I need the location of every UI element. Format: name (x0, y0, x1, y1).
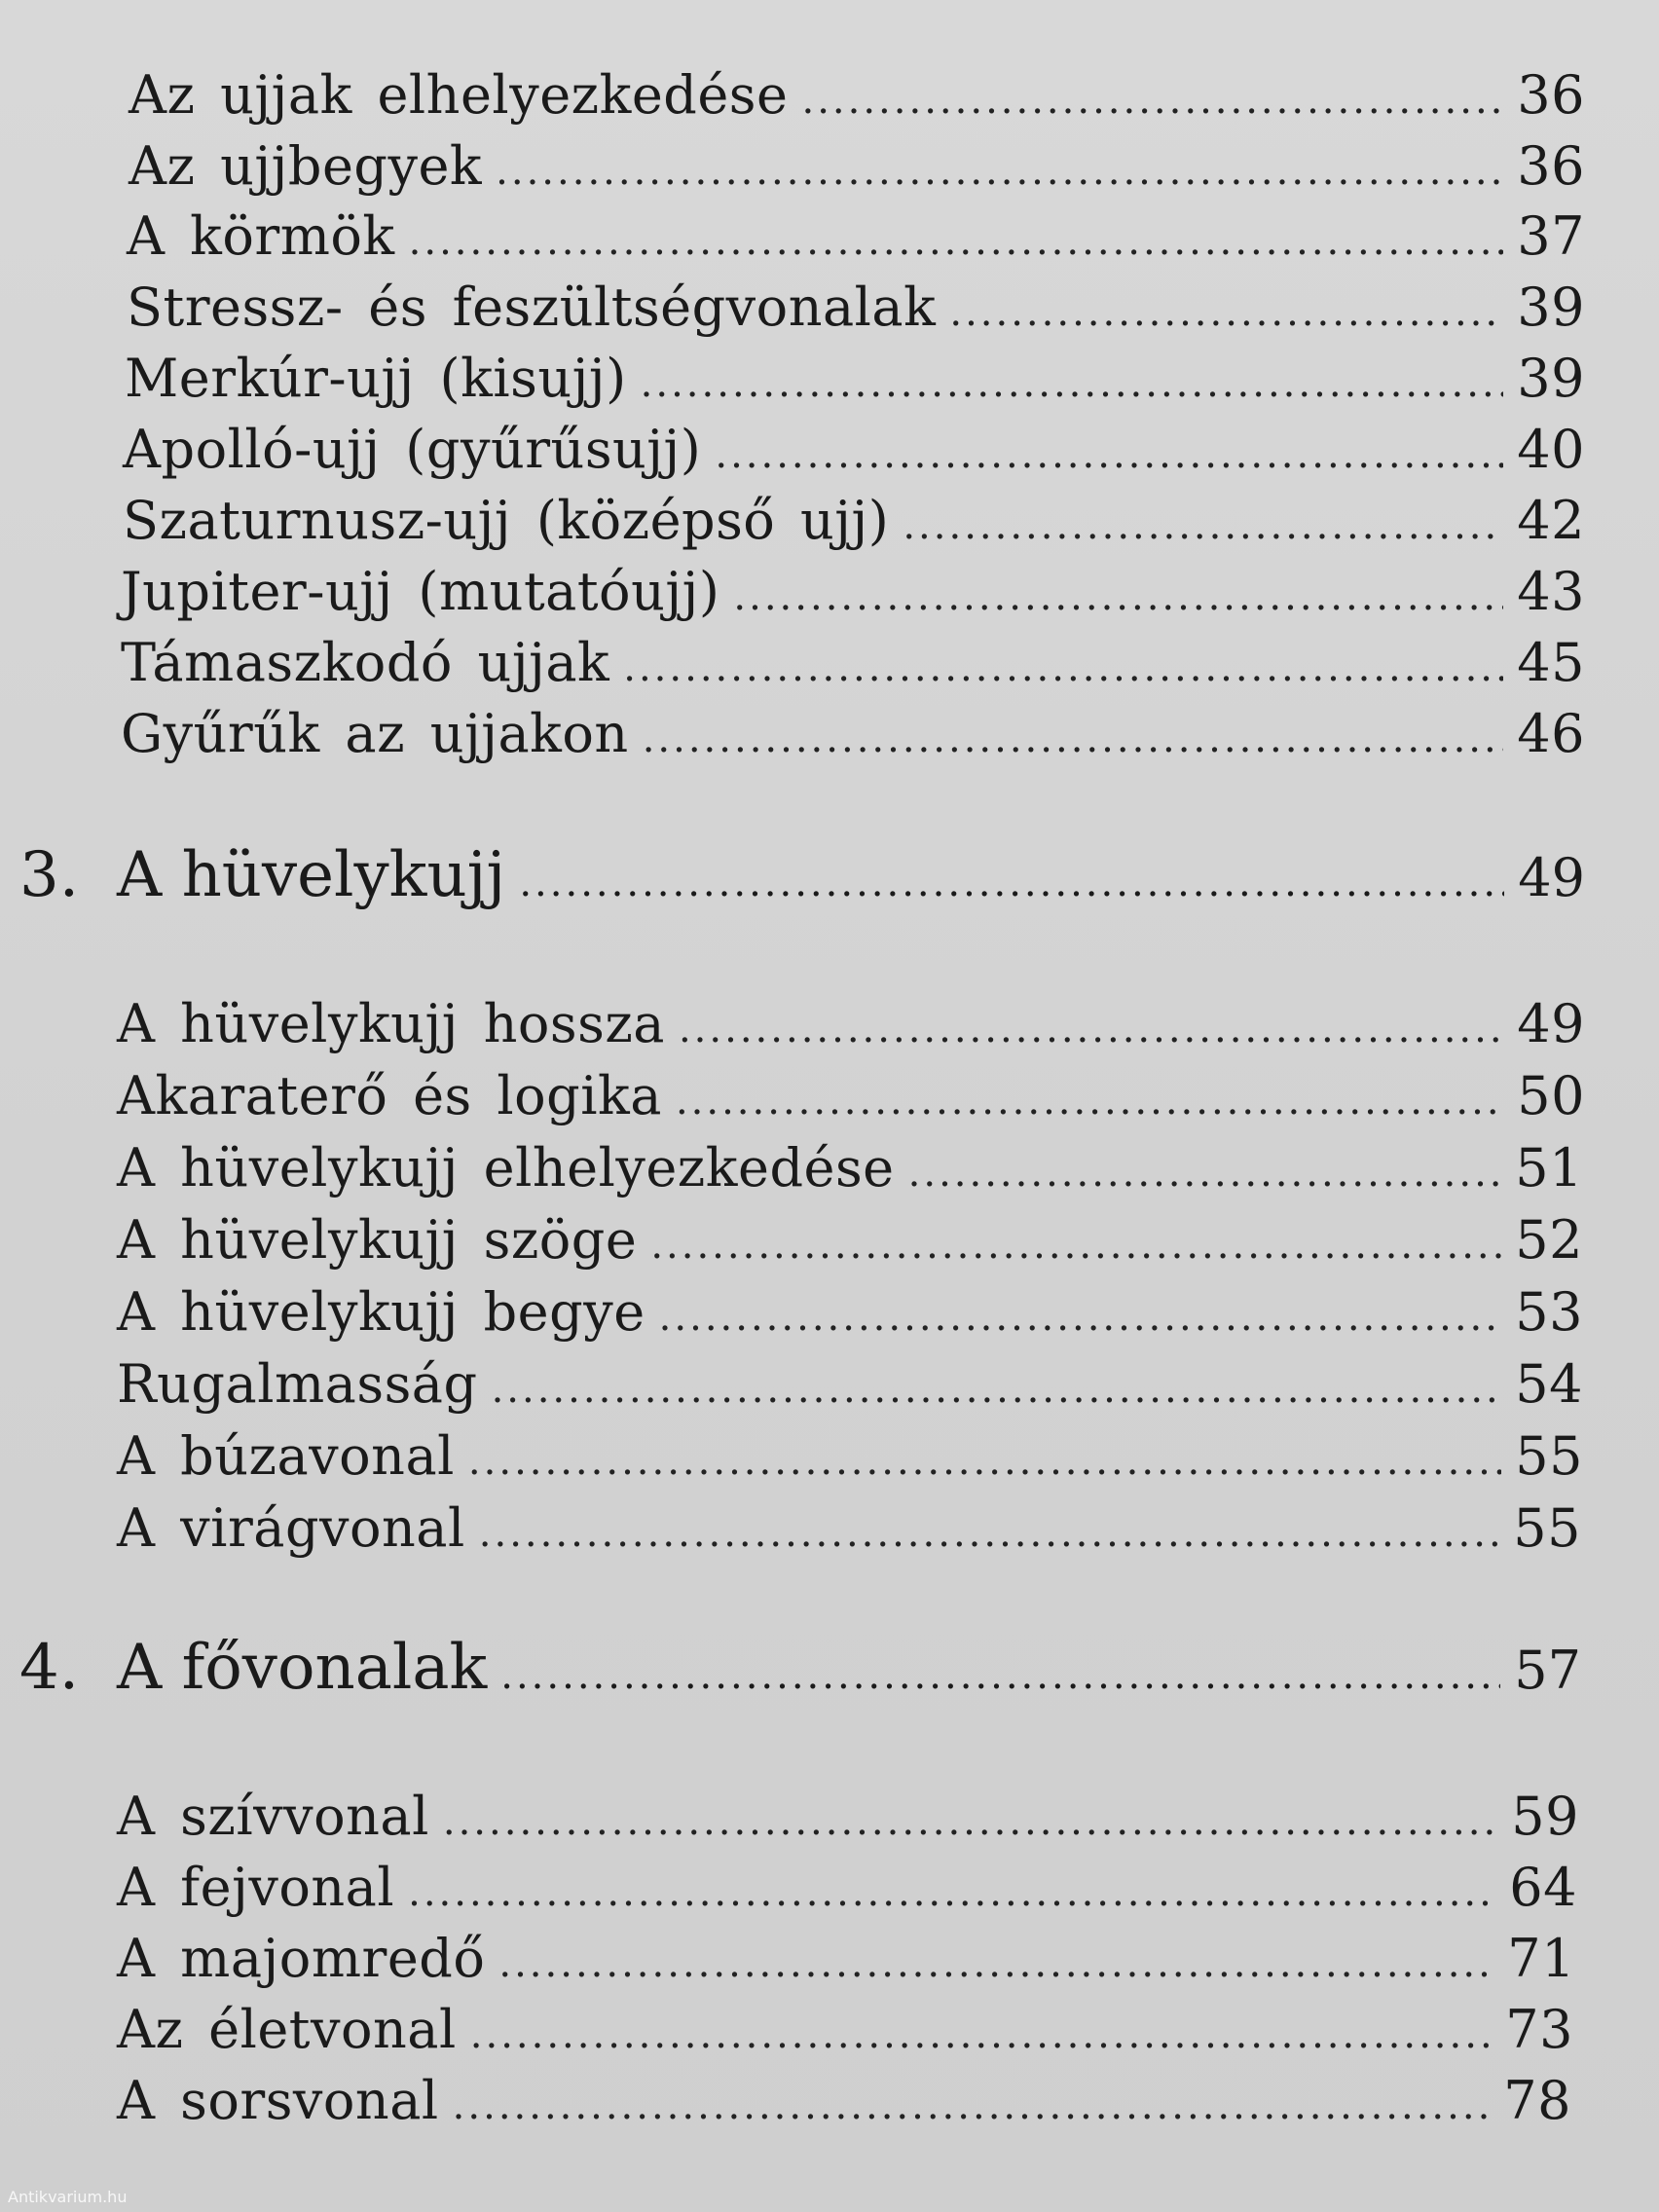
dot-leader (496, 149, 1503, 194)
toc-entry (117, 1928, 1575, 1998)
toc-entry-title: Az ujjbegyek (129, 135, 483, 197)
toc-entry (117, 1281, 1583, 1351)
toc-entry (117, 1497, 1581, 1567)
chapter-title: A hüvelykujj (117, 839, 506, 911)
toc-entry (117, 2070, 1571, 2140)
chapter-page: 49 (1518, 847, 1585, 908)
toc-entry (121, 561, 1585, 631)
toc-entry-title: A virágvonal (117, 1497, 465, 1559)
toc-entry-page: 78 (1503, 2070, 1571, 2131)
toc-entry (117, 1425, 1583, 1495)
toc-entry-title: Az életvonal (117, 1999, 457, 2060)
chapter-number: 3. (19, 839, 80, 911)
toc-entry-title: A körmök (127, 205, 395, 267)
toc-entry (117, 1353, 1583, 1423)
dot-leader (500, 1653, 1500, 1698)
dot-leader (949, 290, 1503, 335)
toc-entry-page: 42 (1517, 490, 1585, 551)
toc-entry-title: Apolló-ujj (gyűrűsujj) (123, 419, 702, 480)
toc-entry (117, 1065, 1585, 1135)
dot-leader (453, 2083, 1491, 2128)
toc-entry (125, 348, 1585, 418)
toc-entry-title: Akaraterő és logika (117, 1065, 662, 1126)
toc-entry (127, 205, 1585, 276)
toc-entry-title: Gyűrűk az ujjakon (121, 703, 629, 764)
toc-entry-title: A hüvelykujj elhelyezkedése (117, 1137, 895, 1198)
toc-entry-page: 49 (1517, 993, 1585, 1054)
chapter-heading (19, 839, 1585, 911)
toc-entry (117, 1999, 1573, 2069)
toc-entry-page: 46 (1517, 703, 1585, 764)
toc-entry-title: Stressz- és feszültségvonalak (127, 276, 937, 338)
toc-entry-title: Jupiter-ujj (mutatóujj) (121, 561, 720, 622)
dot-leader (715, 432, 1503, 477)
toc-entry (129, 64, 1585, 134)
toc-entry (127, 276, 1585, 347)
chapter-page: 57 (1514, 1640, 1581, 1701)
toc-entry-page: 71 (1507, 1928, 1575, 1989)
toc-entry-title: A szívvonal (117, 1786, 429, 1847)
toc-entry-title: Az ujjak elhelyezkedése (129, 64, 789, 126)
toc-entry-page: 39 (1517, 348, 1585, 409)
toc-entry-page: 36 (1517, 64, 1585, 126)
toc-entry-page: 36 (1517, 135, 1585, 197)
toc-entry-page: 39 (1517, 276, 1585, 338)
toc-entry-title: A hüvelykujj hossza (117, 993, 665, 1054)
toc-entry-page: 51 (1515, 1137, 1583, 1198)
chapter-number: 4. (19, 1632, 80, 1704)
toc-entry (123, 419, 1585, 489)
toc-entry (117, 1786, 1579, 1856)
dot-leader (733, 574, 1503, 619)
toc-entry-title: Rugalmasság (117, 1353, 478, 1415)
dot-leader (519, 861, 1504, 905)
toc-entry-title: Szaturnusz-ujj (középső ujj) (123, 490, 890, 551)
dot-leader (468, 1439, 1501, 1484)
dot-leader (479, 1511, 1500, 1556)
toc-entry-title: A majomredő (117, 1928, 486, 1989)
dot-leader (408, 1870, 1495, 1915)
dot-leader (676, 1079, 1503, 1124)
toc-entry-page: 45 (1517, 632, 1585, 693)
dot-leader (498, 1941, 1493, 1986)
dot-leader (801, 78, 1503, 123)
toc-entry-page: 52 (1515, 1209, 1583, 1271)
toc-entry (121, 703, 1585, 773)
toc-entry-page: 55 (1515, 1425, 1583, 1487)
toc-entry-page: 40 (1517, 419, 1585, 480)
dot-leader (643, 717, 1504, 761)
toc-entry-title: Támaszkodó ujjak (121, 632, 610, 693)
dot-leader (409, 219, 1504, 264)
toc-entry-page: 54 (1515, 1353, 1583, 1415)
toc-entry-page: 64 (1509, 1857, 1577, 1918)
dot-leader (623, 645, 1503, 690)
dot-leader (470, 2012, 1493, 2057)
toc-entry (117, 1209, 1583, 1279)
toc-entry-title: A fejvonal (117, 1857, 395, 1918)
toc-entry (117, 993, 1585, 1063)
toc-entry (117, 1137, 1583, 1207)
toc-entry-title: A hüvelykujj szöge (117, 1209, 638, 1271)
dot-leader (650, 1223, 1501, 1268)
toc-entry-page: 50 (1517, 1065, 1585, 1126)
toc-entry-title: Merkúr-ujj (kisujj) (125, 348, 627, 409)
chapter-heading (19, 1632, 1581, 1704)
toc-entry (129, 135, 1585, 205)
toc-entry (117, 1857, 1577, 1927)
chapter-title: A fővonalak (117, 1632, 488, 1704)
dot-leader (443, 1799, 1497, 1844)
toc-entry-page: 73 (1505, 1999, 1573, 2060)
toc-entry-page: 43 (1517, 561, 1585, 622)
toc-entry (121, 632, 1585, 702)
toc-entry-page: 59 (1511, 1786, 1579, 1847)
toc-entry-title: A sorsvonal (117, 2070, 439, 2131)
toc-entry-page: 55 (1513, 1497, 1581, 1559)
dot-leader (903, 503, 1503, 548)
toc-entry-title: A búzavonal (117, 1425, 455, 1487)
dot-leader (908, 1151, 1502, 1196)
toc-entry-title: A hüvelykujj begye (117, 1281, 645, 1343)
watermark: Antikvarium.hu (8, 2188, 128, 2206)
dot-leader (641, 361, 1504, 406)
dot-leader (492, 1367, 1502, 1412)
toc-entry (123, 490, 1585, 560)
dot-leader (679, 1007, 1503, 1051)
toc-entry-page: 53 (1515, 1281, 1583, 1343)
dot-leader (659, 1295, 1502, 1340)
toc-entry-page: 37 (1517, 205, 1585, 267)
